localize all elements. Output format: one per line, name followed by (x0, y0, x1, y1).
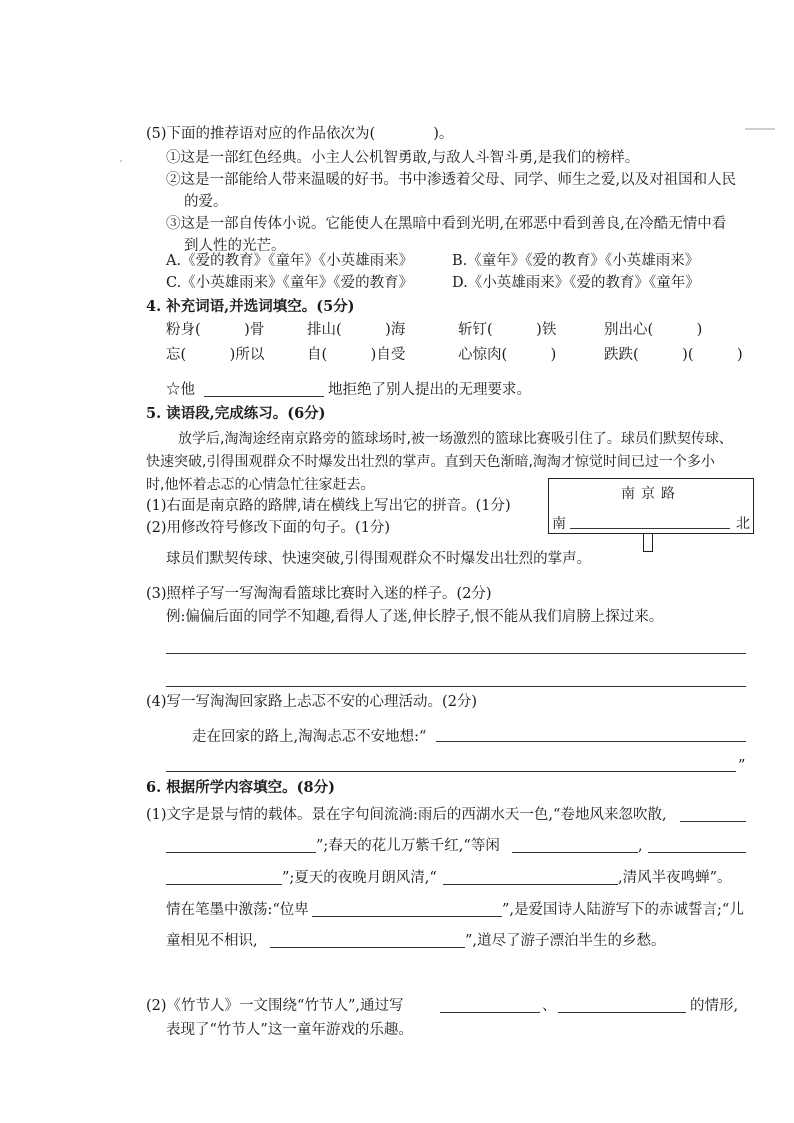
poem-blank[interactable] (443, 884, 618, 885)
q6-line5-prefix: 童相见不相识, (166, 933, 258, 949)
q6-line2-comma: , (638, 838, 643, 854)
answer-line[interactable] (166, 653, 746, 654)
idiom-blank[interactable]: 别出心( ) (604, 322, 703, 338)
option-d[interactable]: D.《小英雄雨来》《爱的教育》《童年》 (452, 275, 700, 291)
q5-title: 5. 读语段,完成练习。(6分) (146, 405, 326, 422)
passage-line: 时,他怀着忐忑的心情急忙往家赶去。 (146, 477, 375, 493)
q3-5-stem: (5)下面的推荐语对应的作品依次为( )。 (146, 126, 454, 142)
option-a[interactable]: A.《爱的教育》《童年》《小英雄雨来》 (166, 253, 414, 269)
idiom-blank[interactable]: 斩钉( )铁 (458, 322, 557, 338)
idiom-blank[interactable]: 忘( )所以 (166, 347, 265, 363)
poem-blank[interactable] (648, 852, 746, 853)
q4-fill-prefix: ☆他 (166, 382, 195, 398)
idiom-blank[interactable]: 粉身( )骨 (166, 322, 265, 338)
q5-part2: (2)用修改符号修改下面的句子。(1分) (146, 520, 391, 536)
sign-south: 南 (552, 516, 566, 532)
scan-mark (120, 160, 122, 162)
poem-blank[interactable] (166, 852, 316, 853)
poem-blank[interactable] (270, 947, 465, 948)
option-c[interactable]: C.《小英雄雨来》《童年》《爱的教育》 (166, 275, 414, 291)
q6-line7: 表现了“竹节人”这一童年游戏的乐趣。 (166, 1022, 413, 1038)
q5-part1: (1)右面是南京路的路牌,请在横线上写出它的拼音。(1分) (146, 498, 511, 514)
q6-line4-prefix: 情在笔墨中激荡:“位卑 (166, 902, 309, 918)
scan-mark (745, 128, 775, 130)
street-sign (548, 478, 754, 534)
q3-5-item: ①这是一部红色经典。小主人公机智勇敢,与敌人斗智斗勇,是我们的榜样。 (166, 150, 640, 166)
q3-5-item: ③这是一部自传体小说。它能使人在黑暗中看到光明,在邪恶中看到善良,在冷酷无情中看 (166, 216, 727, 232)
q5-part3-example: 例:偏偏后面的同学不知趣,看得人了迷,伸长脖子,恨不能从我们肩膀上探过来。 (166, 609, 664, 625)
q5-part3: (3)照样子写一写淘淘看篮球比赛时入迷的样子。(2分) (146, 586, 492, 602)
q6-line6-mid: 、 (542, 998, 557, 1014)
poem-blank[interactable] (312, 916, 502, 917)
passage-line: 快速突破,引得围观群众不时爆发出壮烈的掌声。直到天色渐暗,淘淘才惊觉时间已过一个多小 (146, 454, 715, 470)
q6-title: 6. 根据所学内容填空。(8分) (146, 779, 335, 796)
answer-line[interactable] (166, 771, 736, 772)
q6-line2-suffix: ”;春天的花儿万紫千红,“等闲 (316, 838, 500, 854)
q5-part4-prefix: 走在回家的路上,淘淘忐忑不安地想:“ (192, 729, 427, 745)
passage-line: 放学后,淘淘途经南京路旁的篮球场时,被一场激烈的篮球比赛吸引住了。球员们默契传球、 (178, 431, 733, 447)
option-b[interactable]: B.《童年》《爱的教育》《小英雄雨来》 (452, 253, 700, 269)
q4-fill-suffix: 地拒绝了别人提出的无理要求。 (328, 382, 531, 398)
q6-line6-suffix: 的情形, (690, 998, 739, 1014)
q4-fill-blank[interactable] (204, 396, 324, 397)
answer-line[interactable] (436, 741, 746, 742)
q6-line4-suffix: ”,是爱国诗人陆游写下的赤诚誓言;“儿 (502, 902, 744, 918)
q4-title: 4. 补充词语,并选词填空。(5分) (146, 298, 355, 315)
idiom-blank[interactable]: 心惊肉( ) (458, 347, 557, 363)
sign-name: 南京路 (621, 486, 681, 502)
poem-blank[interactable] (166, 884, 282, 885)
idiom-blank[interactable]: 跌跌( )( ) (604, 347, 743, 363)
q3-5-item: ②这是一部能给人带来温暖的好书。书中渗透着父母、同学、师生之爱,以及对祖国和人民 (166, 172, 737, 188)
essay-blank[interactable] (558, 1012, 686, 1013)
q6-line6-prefix: (2)《竹节人》一文围绕“竹节人”,通过写 (146, 998, 404, 1014)
q6-line3-suffix: ”;夏天的夜晚月朗风清,“ (282, 870, 437, 886)
q5-part4: (4)写一写淘淘回家路上忐忑不安的心理活动。(2分) (146, 694, 478, 710)
poem-blank[interactable] (512, 852, 638, 853)
pinyin-blank[interactable] (570, 528, 730, 529)
q5-part4-end: ” (738, 758, 746, 774)
poem-blank[interactable] (680, 821, 746, 822)
answer-line[interactable] (166, 686, 746, 687)
essay-blank[interactable] (440, 1012, 540, 1013)
q5-part2-sentence: 球员们默契传球、快速突破,引得围观群众不时爆发出壮烈的掌声。 (166, 551, 592, 567)
q6-line1: (1)文字是景与情的载体。景在字句间流淌:雨后的西湖水天一色,“卷地风来忽吹散, (146, 807, 667, 823)
idiom-blank[interactable]: 自( )自受 (307, 347, 406, 363)
q3-5-item: 到人性的光芒。 (184, 238, 286, 254)
q6-line5-suffix: ”,道尽了游子漂泊半生的乡愁。 (465, 933, 666, 949)
q3-5-item: 的爱。 (184, 194, 228, 210)
q6-line3-end: ,清风半夜鸣蝉”。 (618, 870, 732, 886)
sign-post (643, 534, 653, 552)
idiom-blank[interactable]: 排山( )海 (307, 322, 406, 338)
sign-north: 北 (736, 516, 750, 532)
